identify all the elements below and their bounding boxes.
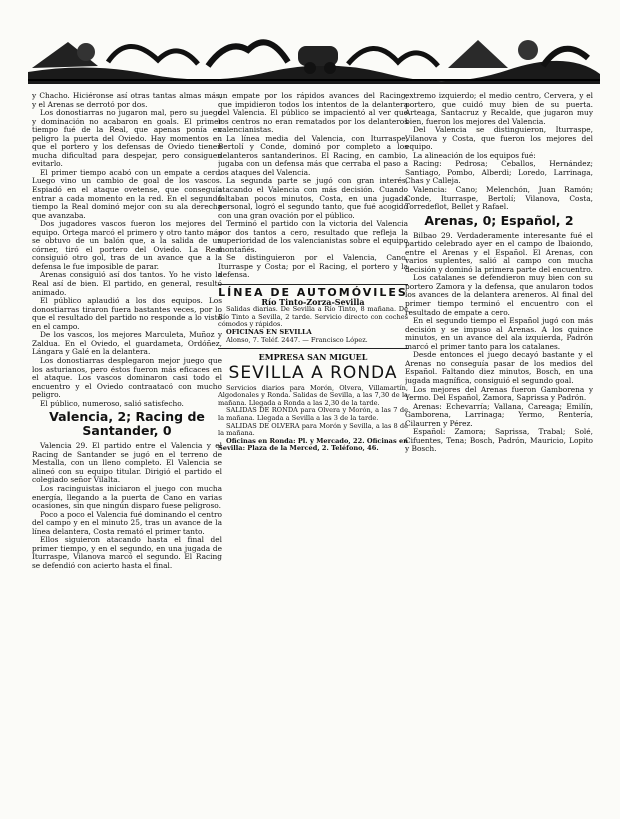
col3-paragraph: En el segundo tiempo el Español jugó con más decisión y se impuso al Arenas. A los quince minutos, en un avance del ala izquierda, Padrón marcó el primer tanto para los catalanes. [405, 316, 593, 351]
col2-paragraph: Se distinguieron por el Valencia, Cano, Iturraspe y Costa; por el Racing, el portero y la defensa. [218, 253, 408, 280]
ad-body: SALIDAS DE OLVERA para Morón y Sevilla, a las 8 de la mañana. [218, 421, 408, 438]
col3-paragraph: Bilbao 29. Verdaderamente interesante fué el partido celebrado ayer en el campo de Ibaiondo, entre el Arenas y el Español. El Arenas, con varios suplentes, salió al campo con mucha decisión y dominó la primera parte del encuentro. [405, 230, 593, 274]
col3-paragraph: Los mejores del Arenas fueron Gamborena y Yermo. Del Español, Zamora, Saprissa y Padrón. [405, 384, 593, 403]
col3-paragraph: extremo izquierdo; el medio centro, Cervera, y el portero, que cuidó muy bien de su puerta. Arteaga, Santacruz y Recalde, que jugaron muy bien, fueron los mejores del Valencia. [405, 92, 593, 126]
match-headline-valencia-racing: Valencia, 2; Racing de Santander, 0 [49, 409, 205, 439]
ad-automobiles [218, 286, 408, 344]
col1-paragraph: Ellos siguieron atacando hasta el final del primer tiempo, y en el segundo, en una jugada de Iturraspe, Vilanova marcó el segundo. El Racing se defendió con acierto hasta el final. [32, 535, 222, 570]
col1-paragraph: El público aplaudió a los dos equipos. Los donostiarras tiraron fuera bastantes veces, por lo que el resultado del partido no responde a lo visto en el campo. [32, 296, 222, 331]
col3-paragraph: Arenas: Echevarría; Vallana, Careaga; Emilín, Gamborena, Larrinaga; Yermo, Rentería, Cilaurren y Pérez. [405, 401, 593, 428]
col3-paragraph: Del Valencia se distinguieron, Iturraspe, Vilanova y Costa, que fueron los mejores del equipo. [405, 125, 593, 152]
column-2 [218, 92, 408, 804]
col3-paragraph: La alineación de los equipos fué: [413, 150, 536, 160]
divider [218, 284, 408, 285]
col1-paragraph: Arenas consiguió así dos tantos. Yo he visto la Real así de bien. El partido, en general, resultó animado. [32, 270, 222, 297]
col2-paragraph: La línea media del Valencia, con Iturraspe, Bertolí y Conde, dominó por completo a los delanteros santanderinos. El Racing, en cambio, jugaba con un defensa más que cerraba el paso a los ataques del Valencia. [218, 133, 408, 177]
col1-paragraph: Valencia 29. El partido entre el Valencia y el Racing de Santander se jugó en el terreno de Mestalla, con un lleno completo. El Valencia se alineó con su equipo titular. Dirigió el partido el colegiado señor Vilalta. [32, 441, 222, 485]
col1-paragraph: Dos jugadores vascos fueron los mejores del equipo. Ortega marcó el primero y otro tanto más se obtuvo de un balón que, a la salida de un córner, tiró el portero del Oviedo. La Real consiguió otro gol, tras de un avance que a la defensa le fue imposible de parar. [32, 219, 222, 271]
divider [218, 348, 408, 349]
ad-company: EMPRESA SAN MIGUEL [258, 352, 368, 363]
col2-paragraph: un empate por los rápidos avances del Racing, que impidieron todos los intentos de la delantera del Valencia. El público se impacientó al ver que los centros no eran rematados por los delanteros valencianistas. [218, 92, 408, 135]
ad-office: Alonso, 7. Teléf. 2447. — Francisco López. [226, 335, 368, 344]
col1-paragraph: De los vascos, los mejores Marculeta, Muñoz y Zaldua. En el Oviedo, el guardameta, Ordóñez, Lángara y Galé en la delantera. [32, 330, 222, 357]
ad-route: Río Tinto-Zorza-Sevilla [261, 296, 365, 307]
col1-paragraph: El primer tiempo acabó con un empate a cero. Luego vino un cambio de goal de los vascos. Espiadó en el ataque ovetense, que conseguía entrar a cada momento en la red. En el segundo tiempo la Real dominó mejor con su ala derecha que avanzaba. [32, 167, 222, 220]
ad-body: Salidas diarias. De Sevilla a Río Tinto, 8 mañana. De Río Tinto a Sevilla, 2 tarde. Servicio directo con coches cómodos y rápidos. [218, 305, 408, 329]
col1-paragraph: El público, numeroso, salió satisfecho. [40, 398, 184, 408]
col3-paragraph: Racing: Pedrosa; Ceballos, Hernández; Santiago, Pombo, Alberdi; Loredo, Larrinaga, Chas y Calleja. [405, 159, 593, 186]
column-3 [405, 92, 593, 804]
column-1 [32, 92, 222, 804]
col1-lead: y Chacho. Hiciéronse así otras tantas almas más, y el Arenas se derrotó por dos. [32, 92, 222, 109]
col2-paragraph: La segunda parte se jugó con gran interés, atacando el Valencia con más decisión. Cuando faltaban pocos minutos, Costa, en una jugada personal, logró el segundo tanto, que fué acogido con una gran ovación por el público. [218, 176, 408, 220]
ad-body: SALIDAS DE RONDA para Olvera y Morón, a las 7 de la mañana. Llegada a Sevilla a las 3 de la tarde. [218, 406, 408, 423]
ad-body: Servicios diarios para Morón, Olvera, Villamartín, Algodonales y Ronda. Salidas de Sevilla, a las 7,30 de la mañana. Llegada a Ronda a las 2,30 de la tarde. [218, 383, 408, 407]
sports-header-illustration [28, 22, 600, 84]
col3-paragraph: Español: Zamora; Saprissa, Trabal; Solé, Cifuentes, Tena; Bosch, Padrón, Mauricio, Lopito y Bosch. [405, 427, 593, 454]
col3-paragraph: Valencia: Cano; Melenchón, Juan Ramón; Conde, Iturraspe, Bertolí; Vilanova, Costa, Torredeflot, Bellet y Rafael. [405, 185, 593, 212]
col1-paragraph: Los racinguistas iniciaron el juego con mucha energía, llegando a la puerta de Cano en varias ocasiones, sin que ningún disparo fuese peligroso. [32, 483, 222, 511]
col3-paragraph: Desde entonces el juego decayó bastante y el Arenas no conseguía pasar de los medios del Español. Faltando diez minutos, Bosch, en una jugada magnífica, consiguió el segundo goal. [405, 350, 593, 385]
ad-title: LÍNEA DE AUTOMÓVILES [218, 286, 408, 300]
ad-sevilla-ronda [218, 353, 408, 453]
ad-office-label: OFICINAS EN SEVILLA [226, 327, 312, 336]
col1-paragraph: Poco a poco el Valencia fué dominando el centro del campo y en el minuto 25, tras un avance de la línea delantera, Costa remató el primer tanto. [32, 509, 222, 536]
col1-paragraph: Los donostiarras no jugaron mal, pero su juego y dominación no acabaron en goals. El primer tiempo fué de la Real, que apenas ponía en peligro la puerta del Oviedo. Hay momentos en que el portero y los defensas de Oviedo tienen mucha dificultad para despejar, pero consiguen evitarlo. [32, 108, 222, 169]
ad-title: SEVILLA A RONDA [228, 362, 398, 383]
col3-paragraph: Los catalanes se defendieron muy bien con su portero Zamora y la defensa, que anularon todos los avances de la delantera areneros. Al final del primer tiempo terminó el encuentro con el resultado de empate a cero. [405, 273, 593, 317]
col2-paragraph: Terminó el partido con la victoria del Valencia por dos tantos a cero, resultado que refleja la superioridad de los valencianistas sobre el equipo montañés. [218, 219, 408, 254]
match-headline-arenas-espanol: Arenas, 0; Español, 2 [424, 212, 574, 228]
col1-paragraph: Los donostiarras desplegaron mejor juego que los asturianos, pero éstos fueron más eficaces en el ataque. Los vascos dominaron casi todo el encuentro y el Oviedo contraatacó con mucho peligro. [32, 355, 222, 400]
ad-office: Oficinas en Ronda: Pl. y Mercado, 22. Oficinas en Sevilla: Plaza de la Merced, 2. Teléfono, 46. [218, 436, 408, 453]
